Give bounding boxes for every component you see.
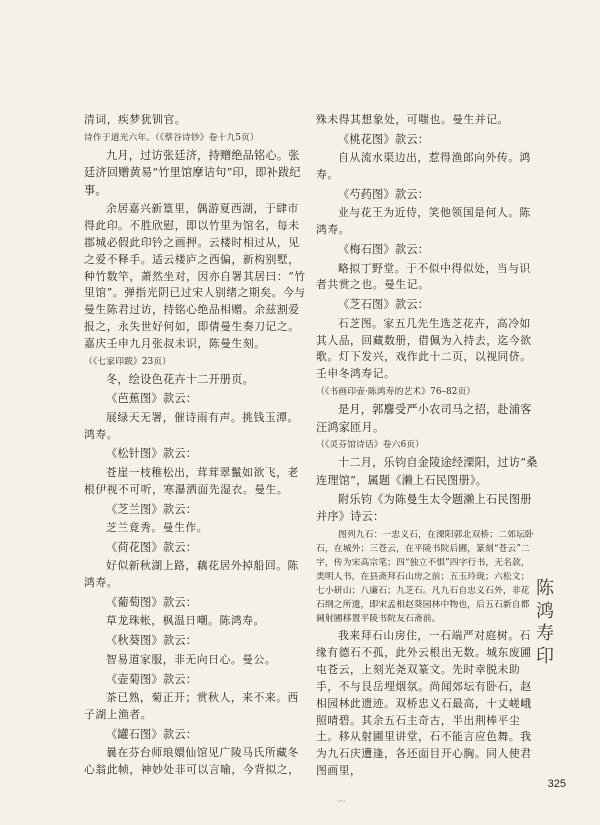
right-column: [316, 112, 538, 782]
left-column-paragraph: 《荷花图》款云：: [106, 540, 198, 554]
right-column-paragraph: （《灵芬馆诗话》卷六6页）: [316, 439, 425, 450]
left-column-paragraph: 冬，绘设色花卉十二开册页。: [106, 372, 255, 386]
left-column-paragraph: 《芝兰图》款云：: [106, 502, 198, 516]
left-column-paragraph: 九月，过访张廷济，持赠绝品铭心。张廷济回赠黄易“竹里馆摩诘句”印，即补跋纪事。: [84, 148, 301, 197]
footer-ornament: 〰: [337, 797, 345, 806]
left-column: [84, 112, 306, 781]
right-column-paragraph: 我来拜石山房住，一石端严对庭树。石缘有德石不孤，此外云根出无数。城东废圃屯苍云，上刻光尧双篆文。先时幸脱未助手，不与艮岳埋烟氛。尚闻郊坛有卧石，赵相园林此遗迹。双桥忠义石最高，十丈嵯峨照晴碧。其余五石主奇古，半出荆棒平尘土。移从射圃里讲堂，石不能言应色舞。我为九石庆遭逢，各还面目开心胸。同人使君图画里，: [316, 629, 532, 777]
left-column-paragraph: 《芭蕉图》款云：: [106, 392, 198, 406]
left-column-paragraph: 《松针图》款云：: [106, 447, 198, 461]
left-column-paragraph: 好似新秋湖上路，藕花居外掉船回。陈鸿寿。: [84, 559, 299, 590]
left-column-paragraph: （《七家印跋》23页）: [84, 356, 172, 367]
seal-char: 寿: [536, 623, 554, 644]
right-column-paragraph: 十二月，乐钧自金陵途经溧阳，过访“桑连理馆”，属题《濑上石民图册》。: [316, 456, 538, 487]
right-column-paragraph: 《芝石图》款云：: [338, 298, 430, 312]
left-column-paragraph: 草龙珠帐，枫温日嘲。陈鸿寿。: [106, 614, 265, 628]
right-column-paragraph: （《书画印壶·陈鸿寿的艺术》76–82页）: [316, 386, 476, 397]
seal-char: 陈: [536, 578, 554, 599]
right-column-paragraph: 略拟丁野堂。于不似中得似处，当与识者共赏之也。曼生记。: [316, 261, 531, 292]
right-column-paragraph: 《芍药图》款云：: [338, 187, 430, 201]
left-column-paragraph: 智易道家服，非无向日心。曼公。: [106, 652, 277, 666]
right-column-paragraph: 《桃花图》款云：: [338, 132, 430, 146]
left-column-paragraph: 余居嘉兴新篁里，偶游夏西湖，于肆市得此印。不胜欣慰，即以竹里为馆名，每未郡城必假此印钤之画押。云楼时相过从，见之爱不释手。适云楼庐之西偏，新构别墅，种竹数竿，萧然坐对，因亦自署其居曰：“竹里馆”。弹指光阴已过宋人别绪之期矣。今与曼生陈君过访，持铭心绝品相赠。余兹割爱报之，永失世好何如，即倩曼生奏刀记之。嘉庆壬申九月张叔未识，陈曼生刻。: [84, 202, 306, 350]
left-column-paragraph: 《罐石图》款云：: [106, 727, 198, 741]
right-column-paragraph: 附乐钧《为陈曼生太令题濑上石民图册并序》诗云：: [316, 492, 532, 524]
left-column-paragraph: 诗作于道光六年。（《蔡谷诗钞》卷十九5页）: [84, 132, 259, 143]
left-column-paragraph: 《葡萄图》款云：: [106, 595, 198, 609]
right-column-paragraph: 是月，郭麐受严小农司马之招，赴浦客汪鸿家匝月。: [316, 403, 532, 434]
right-column-paragraph: 石芝图。家五几先生选芝花卉，高冷如其人品，回藏数册，借佩为入持去，迄今欲歌。灯下发兴，戏作此十二页，以视同侪。壬申冬鸿寿记。: [316, 316, 532, 381]
seal-char: 鸿: [536, 600, 554, 622]
left-column-paragraph: 茶已熟，菊正开；赏秋人，来不来。西子湖上渔者。: [84, 691, 299, 721]
right-column-paragraph: 自从流水渠边出，惹得渔郎向外传。鸿寿。: [316, 151, 531, 182]
left-column-paragraph: 苍崖一枝稚松出，茸茸翠鬣如欲飞，老根伊视不可听，寒瀑洒面先湿衣。曼生。: [84, 465, 299, 496]
page-number: 325: [547, 778, 566, 790]
left-column-paragraph: 《壶菊图》款云：: [106, 672, 198, 686]
right-column-paragraph: 殊未得其想象处，可嗤也。曼生并记。: [316, 113, 509, 126]
left-column-paragraph: 芝兰竟秀。曼生作。: [106, 521, 209, 534]
left-column-paragraph: 展绿天无署，催诗雨有声。挑钱玉潭。鸿寿。: [84, 410, 299, 441]
seal-stamp: [534, 578, 556, 668]
left-column-paragraph: 《秋葵图》款云：: [106, 634, 198, 648]
seal-char: 印: [536, 645, 554, 667]
right-column-paragraph: 业与花王为近侍，笑他领国是何人。陈鸿寿。: [316, 206, 531, 237]
left-column-paragraph: 曩在芬台师琅嬛仙馆见广陵马氏所藏冬心翁此帧，神妙处非可以言喻，今背拟之，: [84, 746, 300, 776]
right-column-paragraph: 《梅石图》款云：: [338, 243, 430, 257]
right-column-paragraph: 图列九石：一忠义石，在溧阳郭北双桥；二郊坛卧石，在城外；三苍云，在平陵书院后圃，篆刻“苍云”二字，传为宋高宗笔；四“独立不惧”四字行书，无名款，类明人书，在县斋拜石山房之前；五玉玲珑；六松文；七小研山；八廉石；九芝石。凡九石自忠义石外，非花石纲之所遗，即宋孟相赵葵园林中物也，后五石新自都阃射圃移置平陵书院友石斋前。: [316, 529, 534, 625]
left-column-paragraph: 清词，疾梦犹钏官。: [84, 113, 187, 126]
